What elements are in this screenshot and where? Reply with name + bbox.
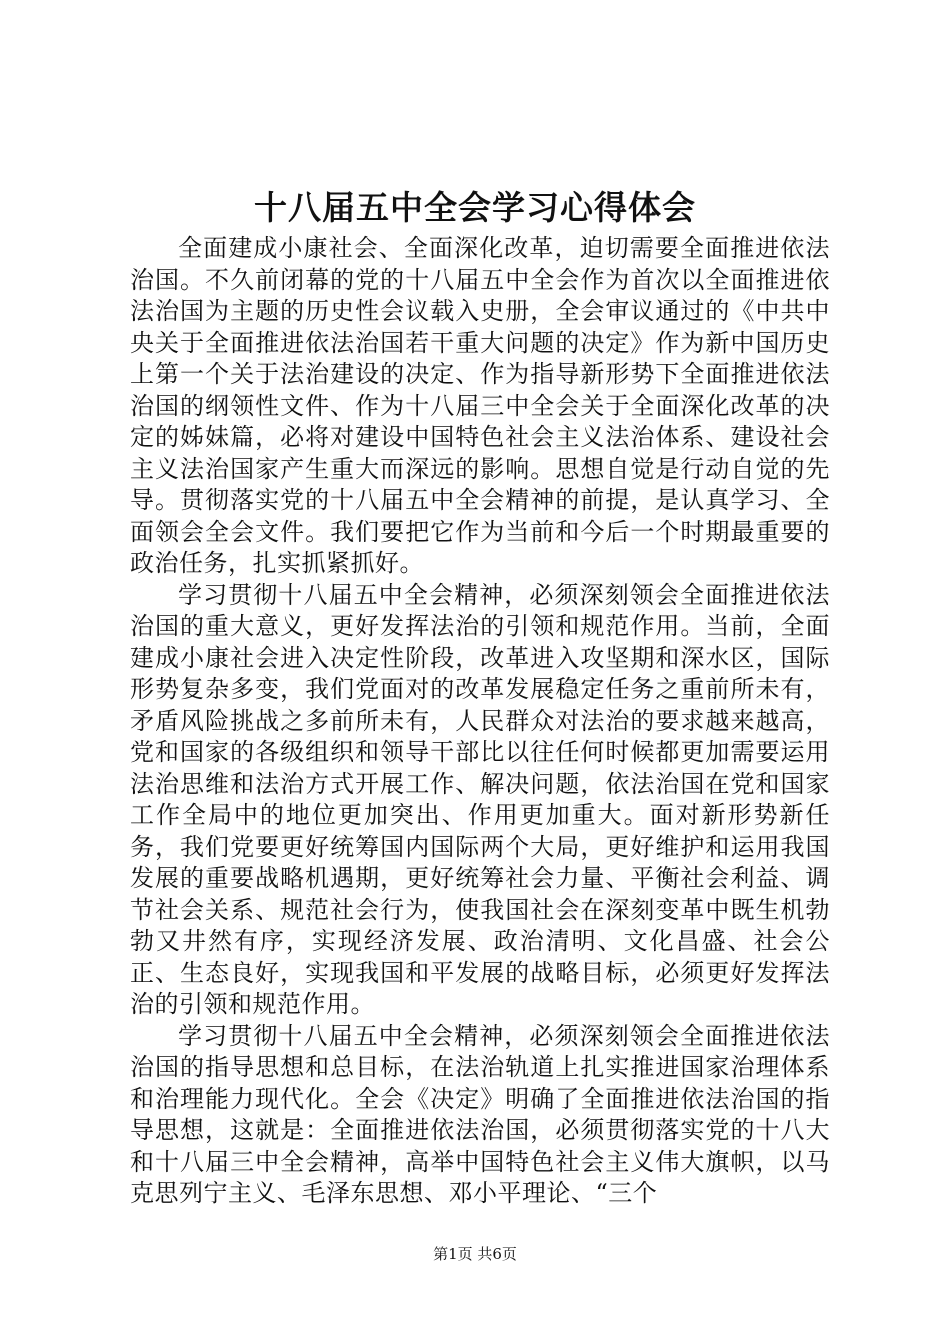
document-title: 十八届五中全会学习心得体会 — [254, 188, 696, 227]
paragraph-3: 学习贯彻十八届五中全会精神，必须深刻领会全面推进依法治国的指导思想和总目标，在法治轨道上扎实推进国家治理体系和治理能力现代化。全会《决定》明确了全面推进依法治国的指导思想，这就是：全面推进依法治国，必须贯彻落实党的十八大和十八届三中全会精神，高举中国特色社会主义伟大旗帜，以马克思列宁主义、毛泽东思想、邓小平理论、“三个 — [130, 1021, 830, 1207]
document-body — [130, 233, 830, 1210]
page-number-footer: 第1页 共6页 — [433, 1245, 517, 1263]
paragraph-1: 全面建成小康社会、全面深化改革，迫切需要全面推进依法治国。不久前闭幕的党的十八届五中全会作为首次以全面推进依法治国为主题的历史性会议载入史册，全会审议通过的《中共中央关于全面推进依法治国若干重大问题的决定》作为新中国历史上第一个关于法治建设的决定、作为指导新形势下全面推进依法治国的纲领性文件、作为十八届三中全会关于全面深化改革的决定的姊妹篇，必将对建设中国特色社会主义法治体系、建设社会主义法治国家产生重大而深远的影响。思想自觉是行动自觉的先导。贯彻落实党的十八届五中全会精神的前提，是认真学习、全面领会全会文件。我们要把它作为当前和今后一个时期最重要的政治任务，扎实抓紧抓好。 — [130, 234, 830, 577]
paragraph-2: 学习贯彻十八届五中全会精神，必须深刻领会全面推进依法治国的重大意义，更好发挥法治的引领和规范作用。当前，全面建成小康社会进入决定性阶段，改革进入攻坚期和深水区，国际形势复杂多变，我们党面对的改革发展稳定任务之重前所未有，矛盾风险挑战之多前所未有，人民群众对法治的要求越来越高，党和国家的各级组织和领导干部比以往任何时候都更加需要运用法治思维和法治方式开展工作、解决问题，依法治国在党和国家工作全局中的地位更加突出、作用更加重大。面对新形势新任务，我们党要更好统筹国内国际两个大局，更好维护和运用我国发展的重要战略机遇期，更好统筹社会力量、平衡社会利益、调节社会关系、规范社会行为，使我国社会在深刻变革中既生机勃勃又井然有序，实现经济发展、政治清明、文化昌盛、社会公正、生态良好，实现我国和平发展的战略目标，必须更好发挥法治的引领和规范作用。 — [130, 580, 830, 1018]
